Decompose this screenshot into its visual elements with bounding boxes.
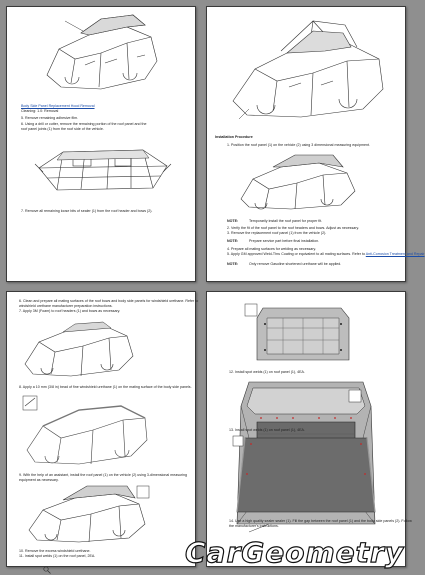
note-3: NOTE: Only remove Gasoline shortened urethane will be applied. xyxy=(227,262,342,266)
step-9-line-1: 9. With the help of an assistant, install the roof panel (1) on the vehicle (2) using 3-dimensional measuring xyxy=(19,473,187,477)
step-6-line-2: windshield urethane manufacturer preparation instructions. xyxy=(19,304,113,308)
step-7: 7. Remove all remaining loose bits of sealer (1) from the roof header and bows (2). xyxy=(21,209,153,213)
roof-panel-fit-figure xyxy=(237,151,365,213)
roof-frame-underside-figure xyxy=(33,142,173,200)
step-12: 12. Install spot welds (1) on roof panel (1), 4EA. xyxy=(229,370,305,374)
document-page-4 xyxy=(206,291,412,567)
roof-panel-rear-welds-figure xyxy=(231,434,381,514)
step-2: 2. Verify the fit of the roof panel to the roof headers and bows. Adjust as necessary. xyxy=(227,226,359,230)
reference-subtitle: Cleaning: 1.0: Removal xyxy=(21,109,59,113)
step-10: 10. Remove the excess windshield urethane. xyxy=(19,549,91,553)
roof-header-foam-figure xyxy=(21,318,137,380)
roof-panel-spot-weld-top-figure xyxy=(243,302,363,366)
step-4: 4. Prepare all mating surfaces for welding as necessary. xyxy=(227,247,317,251)
step-1: 1. Position the roof panel (1) on the vehicle (2) using 3 dimensional measuring equipment. xyxy=(227,143,371,147)
section-header-installation: Installation Procedure xyxy=(215,135,253,139)
callout-arrow-icon xyxy=(245,520,355,536)
note-1: NOTE: Temporarily install the roof panel for proper fit. xyxy=(227,219,323,223)
roof-panel-positioning-figure xyxy=(229,17,389,129)
step-6-line-2: roof panel joints (1) from the roof side of the vehicle. xyxy=(21,127,104,131)
step-7: 7. Apply 3M (Foam) to roof headers (1) and bows as necessary. xyxy=(19,309,121,313)
step-13: 13. Install spot welds (1) on roof panel (1), 4EA. xyxy=(229,428,305,432)
step-8: 8. Apply a 10 mm (3/8 in) bead of fine windshield urethane (1) on the mating surface of the body side panels. xyxy=(19,385,192,389)
step-14-line-1: 14. Use a high quality sealer sealer (1). Fill the gap between the roof panel (1) and the body side panels (2). Follow xyxy=(229,519,412,523)
magnifier-icon xyxy=(43,566,51,574)
note-2: NOTE: Prepare service part before final installation. xyxy=(227,239,320,243)
step-3: 3. Remove the replacement roof panel (1) from the vehicle (2). xyxy=(227,231,327,235)
step-14-line-2: the manufacturer's instructions. xyxy=(229,524,279,528)
step-6-line-1: 6. Using a drill or cutter, remove the remaining portion of the roof panel and the xyxy=(21,122,147,126)
reference-link-title[interactable]: Body Side Panel Replacement Hood Removal xyxy=(21,104,95,108)
document-page-1 xyxy=(6,6,196,282)
roof-panel-install-figure xyxy=(25,484,153,546)
step-11: 11. Install spot welds (1) on the roof panel, 2EA. xyxy=(19,554,96,558)
document-page-3 xyxy=(6,291,199,567)
anti-corrosion-link[interactable]: Anti-Corrosion Treatment and Repair xyxy=(365,252,425,256)
document-page-2 xyxy=(206,6,425,282)
step-6-line-1: 6. Clean and prepare all mating surfaces of the roof bows and body side panels for windshield urethane. Refer to xyxy=(19,299,199,303)
step-9-line-2: equipment as necessary. xyxy=(19,478,59,482)
car-body-roof-removal-figure xyxy=(41,13,163,101)
urethane-bead-figure xyxy=(21,394,153,468)
step-5: 5. Remove remaining adhesive film. xyxy=(21,116,79,120)
cargeometry-watermark-logo: CarGeometry xyxy=(185,536,405,569)
step-5-line: 5. Apply GM approved Weld-Thru Coating or equivalent to all mating surfaces. Refer to Anti-Corrosion Treatment and Repair xyxy=(227,252,425,256)
